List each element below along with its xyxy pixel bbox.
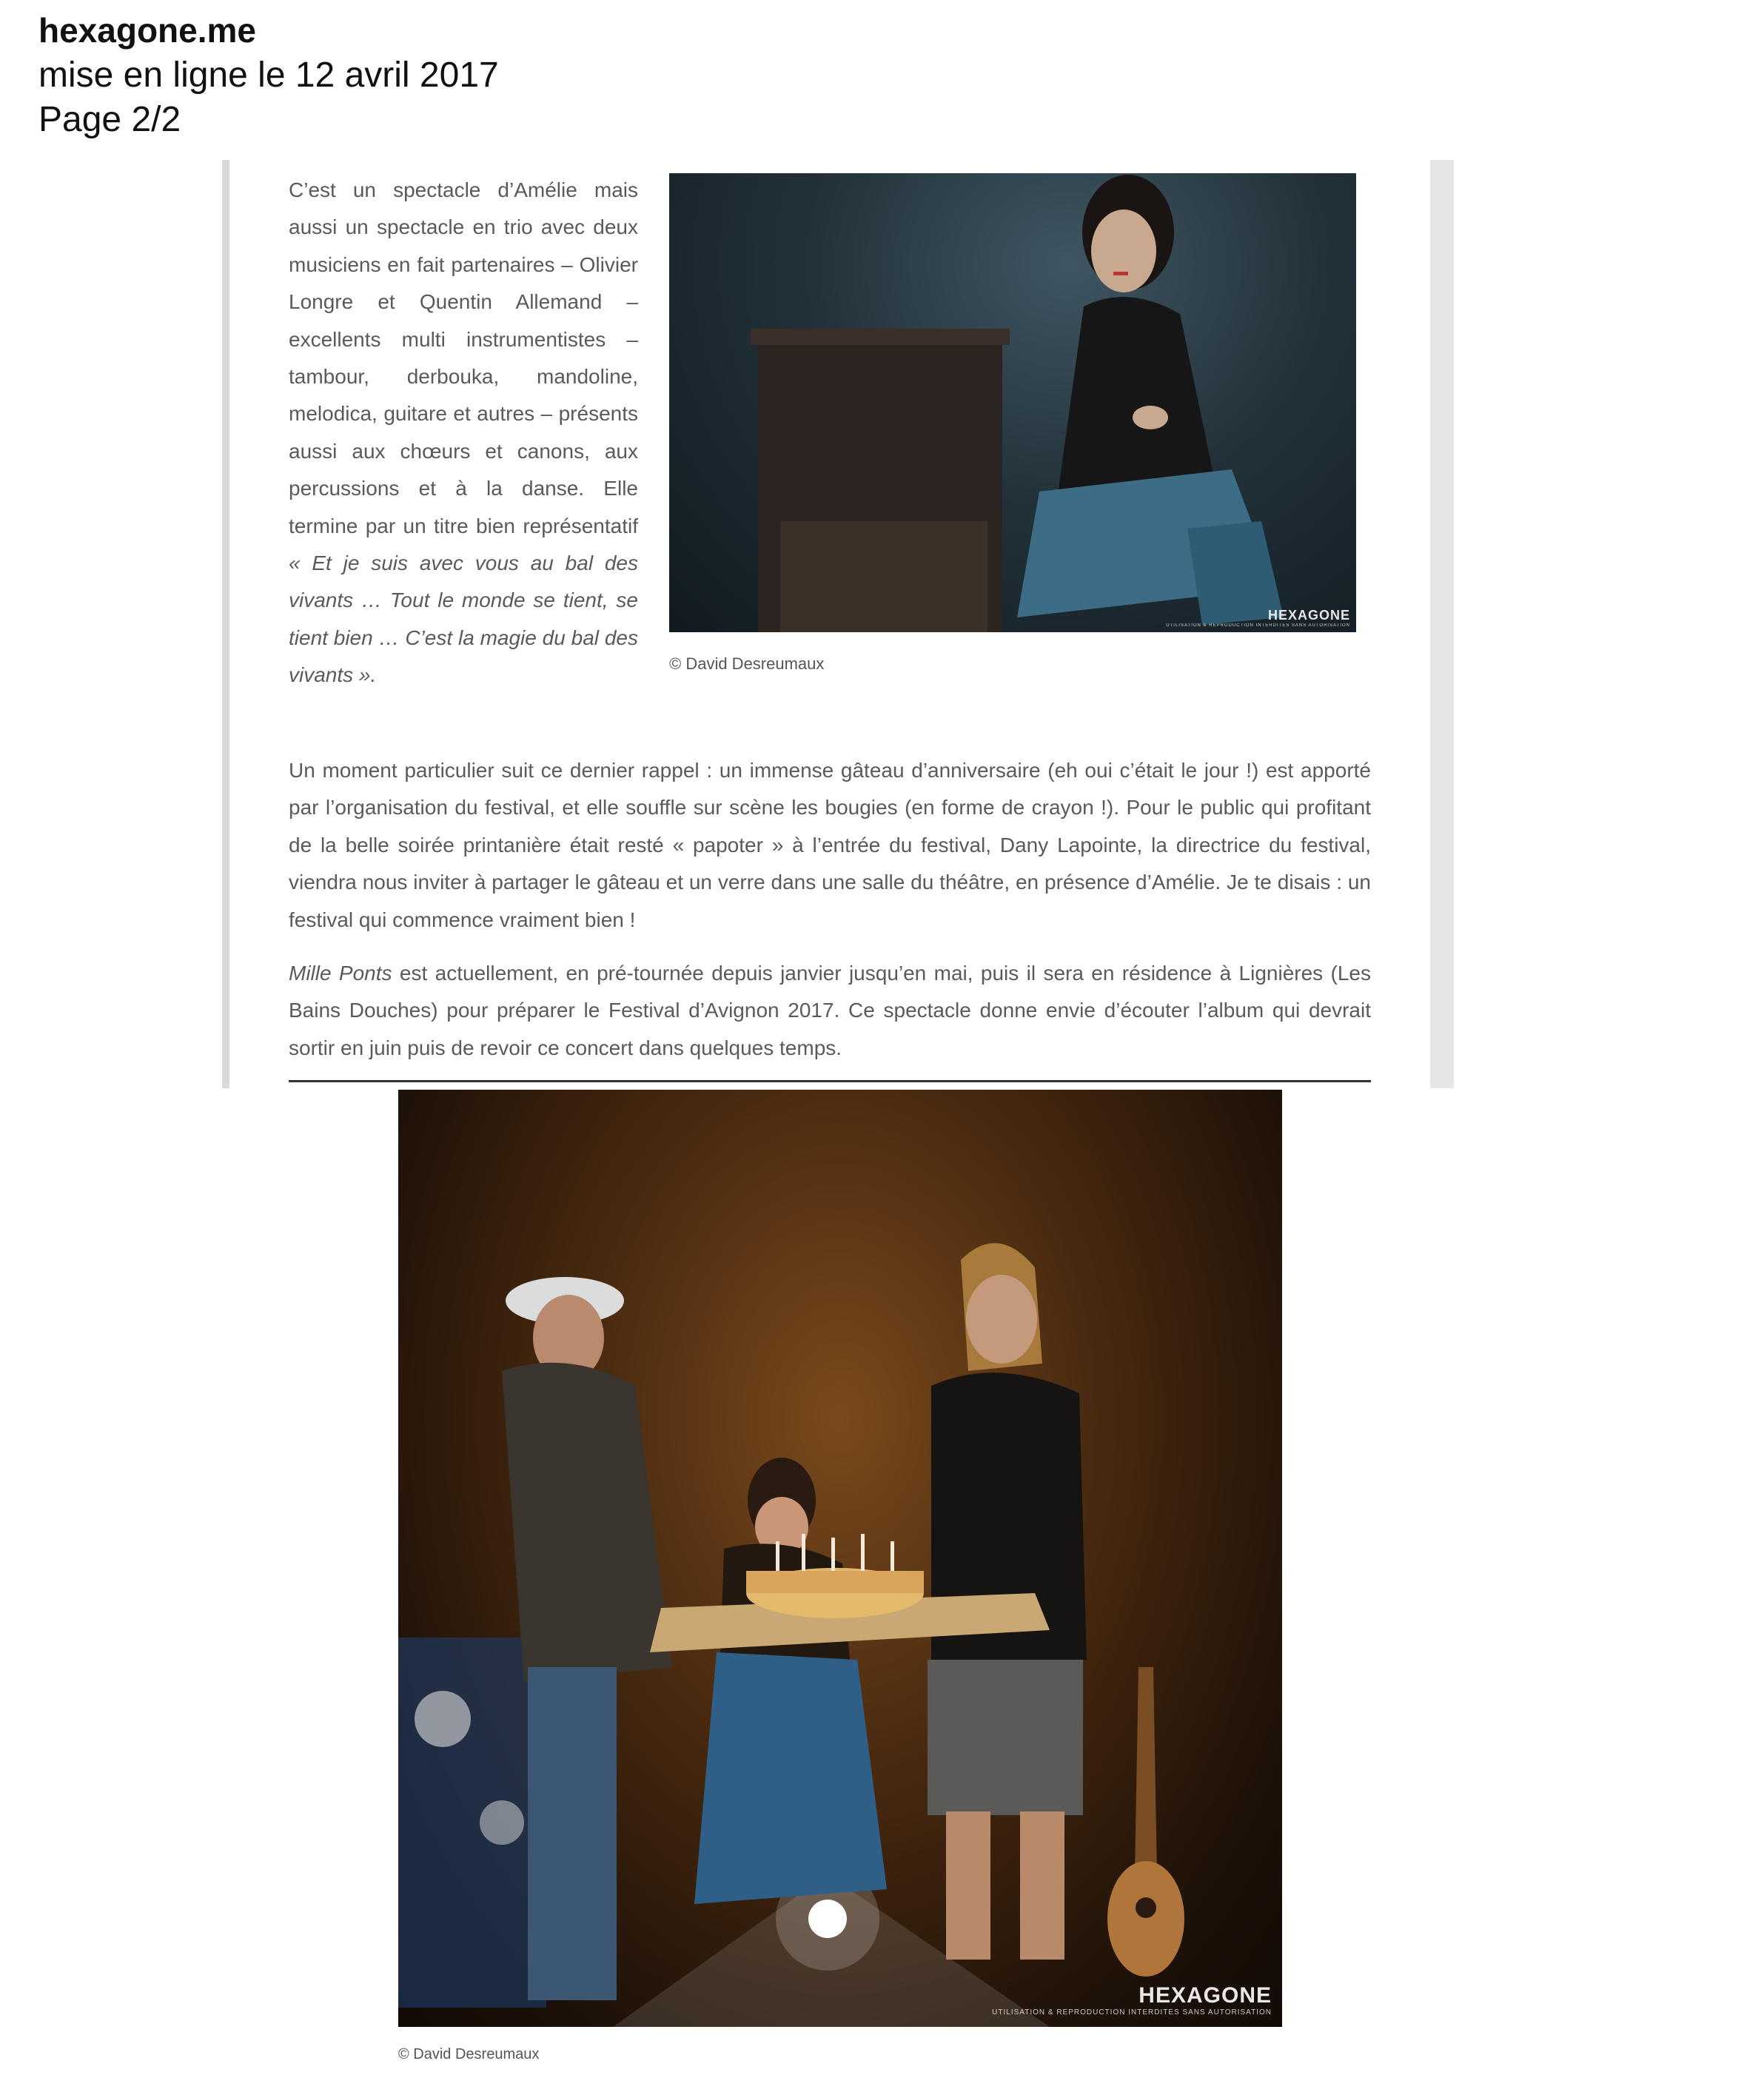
photo2-watermark-sub: UTILISATION & REPRODUCTION INTERDITES SANS AUTORISATION	[992, 2008, 1272, 2017]
photo2-watermark-brand: HEXAGONE	[1138, 1983, 1272, 2008]
article-paragraph-3	[289, 955, 1371, 1067]
photo1-watermark-sub: UTILISATION & REPRODUCTION INTERDITES SANS AUTORISATION	[1166, 623, 1350, 628]
publish-date: mise en ligne le 12 avril 2017	[38, 56, 499, 95]
acoustic-guitar	[1107, 1861, 1184, 1977]
clipping-scrollbar[interactable]	[1430, 160, 1454, 1088]
photo-amelie-piano	[669, 173, 1356, 632]
column-paragraph: C’est un spectacle d’Amélie mais aussi un spectacle en trio avec deux musiciens en fait partenaires – Olivier Longre et Quentin Allemand – excellents multi instrumentistes – tambour, derbouka, mandoline, melodica, guitare et autres – présents aussi aux chœurs et canons, aux percussions et à la danse. Elle termine par un titre bien représentatif	[289, 178, 638, 537]
man2-shorts	[928, 1660, 1083, 1815]
show-title: Mille Ponts	[289, 962, 392, 985]
photo-birthday-cake	[398, 1090, 1282, 2027]
man-jeans	[528, 1667, 617, 2000]
photo1-caption: © David Desreumaux	[669, 654, 825, 673]
site-name: hexagone.me	[38, 11, 256, 50]
photo1-watermark-brand: HEXAGONE	[1267, 608, 1350, 623]
page-number: Page 2/2	[38, 100, 181, 139]
article-divider	[289, 1080, 1371, 1082]
photo-amelie-piano-illustration	[669, 173, 1356, 632]
clipping-left-border	[222, 160, 229, 1088]
column-quote: « Et je suis avec vous au bal des vivants … Tout le monde se tient, se tient bien … C’est la magie du bal des vivants ».	[289, 552, 638, 687]
article-paragraph-2: Un moment particulier suit ce dernier rappel : un immense gâteau d’anniversaire (eh oui c’était le jour !) est apporté par l’organisation du festival, et elle souffle sur scène les bougies (en forme de crayon !). Pour le public qui profitant de la belle soirée printanière était resté « papoter » à l’entrée du festival, Dany Lapointe, la directrice du festival, viendra nous inviter à partager le gâteau et un verre dans une salle du théâtre, en présence d’Amélie. Je te disais : un festival qui commence vraiment bien !	[289, 759, 1371, 931]
paragraph-3-text: est actuellement, en pré-tournée depuis janvier jusqu’en mai, puis il sera en résidence à Lignières (Les Bains Douches) pour préparer le Festival d’Avignon 2017. Ce spectacle donne envie d’écouter l’album qui devrait sortir en juin puis de revoir ce concert dans quelques temps.	[289, 962, 1372, 1059]
photo2-caption: © David Desreumaux	[398, 2046, 540, 2062]
photo-birthday-cake-illustration	[398, 1090, 1282, 2027]
article-column-text	[289, 172, 638, 694]
